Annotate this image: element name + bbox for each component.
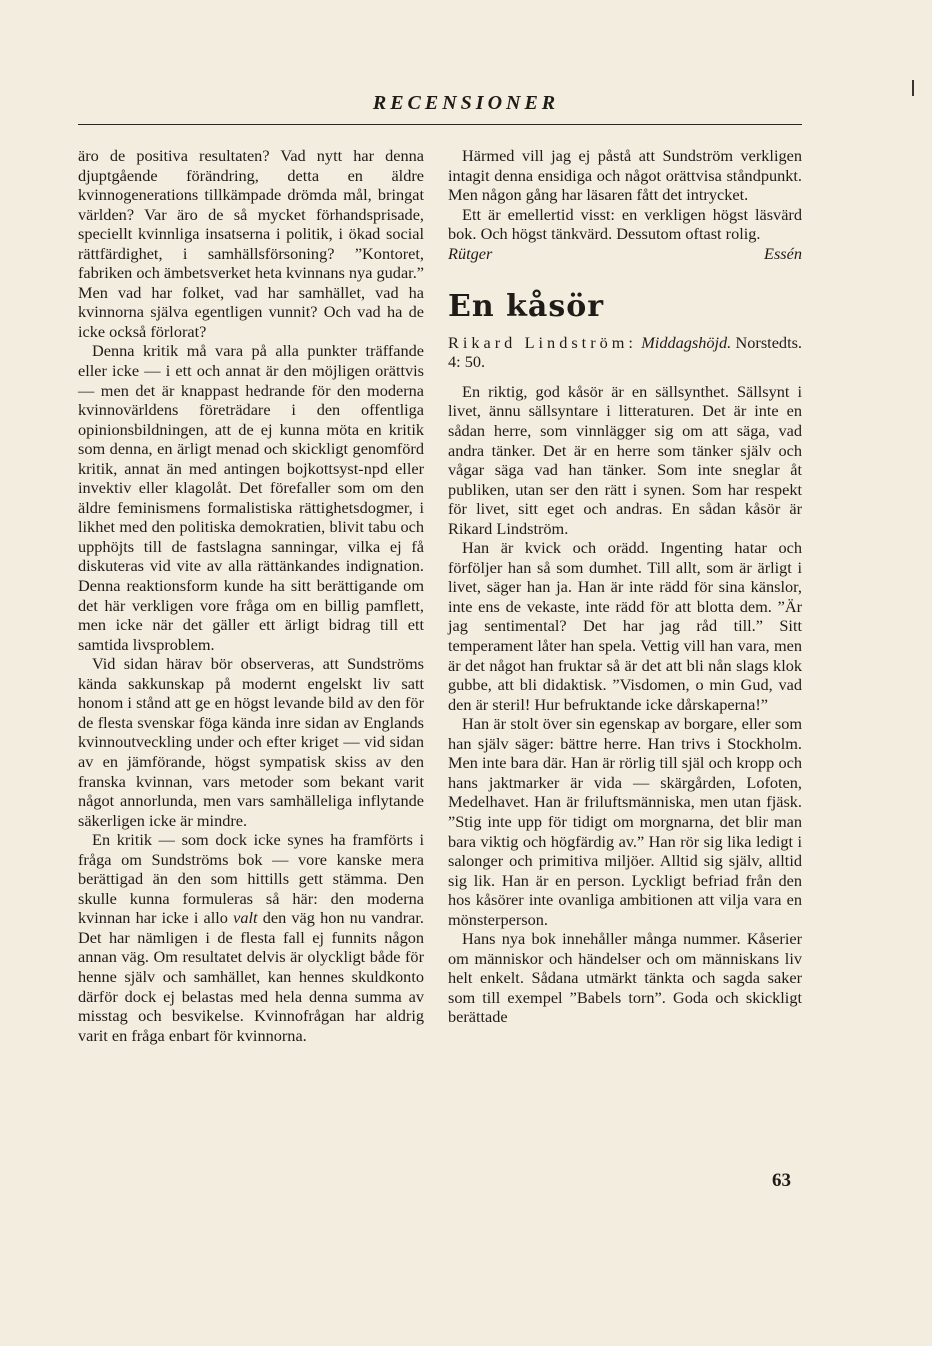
paragraph: äro de positiva resultaten? Vad nytt har denna djuptgående förändring, detta en äldre kvinnogenerations tillkämpade drömda mål, bringat världen? Var äro de så mycket förhandsprisade, speciellt kvinnliga insatserna i politik, i ökad social rättfärdighet, i samhällsförsoning? ”Kontoret, fabriken och ämbetsverket heta kvinnans nya gudar.” Men vad har folket, vad har samhället, vad ha kvinnorna själva egentligen vunnit? Och vad ha de icke också förlorat? bbox=[78, 146, 424, 341]
review-signature: Rütger Essén bbox=[448, 243, 802, 263]
paragraph: Han är kvick och orädd. Ingenting hatar och förföljer han så som dumhet. Till allt, som är ärligt i livet, säger han ja. Han är inte rädd för sina känslor, inte ens de vekaste, inte rädd för att blotta dem. ”Är jag sentimental? Det har jag råd till.” Sitt temperament låter han spela. Vettig vill han vara, men är det något han fruktar så är det att bli nån slags klok gubbe, att bli didaktisk. ”Visdomen, o min Gud, vad den är steril! Hur befruktande icke dårskaperna!” bbox=[448, 538, 802, 714]
paragraph: Hans nya bok innehåller många nummer. Kåserier om människor och händelser och om människans liv helt enkelt. Sådana utmärkt tänkta och sagda saker som till exempel ”Babels torn”. Goda och skickligt berättade bbox=[448, 929, 802, 1027]
emphasized-word: valt bbox=[233, 908, 258, 928]
page-number: 63 bbox=[772, 1170, 791, 1191]
paragraph: Ett är emellertid visst: en verkligen högst läsvärd bok. Och högst tänkvärd. Dessutom oftast rolig. bbox=[448, 204, 802, 244]
book-author: Rikard Lindström: bbox=[448, 332, 637, 352]
paragraph-text: En kritik — som dock icke synes ha framförts i fråga om Sundströms bok — vore kanske mera berättigad än den som hittills gett stämma. Den skulle kunna formuleras så här: den moderna kvinnan har icke i allo bbox=[78, 830, 424, 928]
paragraph: En riktig, god kåsör är en sällsynthet. Sällsynt i livet, ännu sällsyntare i litteraturen. Det är inte en sådan herre, som vinnlägger sig om att säga, vad andra tänker. Det är en herre som tänker själv och vågar säga vad han tänker. Som inte sneglar åt publiken, utan ser den rätt i synen. Som har respekt för livet, sitt eget och andras. En sådan kåsör är Rikard Lindström. bbox=[448, 381, 802, 538]
book-title: Middagshöjd. bbox=[641, 332, 732, 352]
section-heading: En kåsör bbox=[448, 289, 605, 325]
running-header: RECENSIONER bbox=[372, 92, 560, 114]
paragraph: Vid sidan härav bör observeras, att Sundströms kända sakkunskap på modernt engelskt liv satt honom i stånd att ge en högst levande bild av den för de flesta svenskar föga kända inre sidan av Englands kvinnoutveckling under och efter kriget — vid sidan av en jämförande, högst sympatisk skiss av den franska kvinnan, vars metoder som bekant varit något annorlunda, men vars samhälleliga inflytande säkerligen icke är mindre. bbox=[78, 654, 424, 830]
right-column bbox=[448, 146, 802, 1027]
paragraph: Härmed vill jag ej påstå att Sundström verkligen intagit denna ensidiga och något orättvisa ståndpunkt. Men någon gång har läsaren fått det intrycket. bbox=[448, 146, 802, 205]
paragraph-text: den bbox=[262, 908, 287, 928]
bibliographic-reference bbox=[448, 333, 802, 372]
paragraph: Denna kritik må vara på alla punkter träffande eller icke — i ett och annat är den möjligen orättvis — men det är knappast hedrande för den moderna kvinnovärldens företrädare i den offentliga opinionsbildningen, att de ej kunna möta en kritik som denna, en ärligt menad och skickligt genomförd kritik, annat än med antingen bojkottsyst-npd eller invektiv eller klagolåt. Det förefaller som om den äldre feminismens formalistiska rättighetsdogmer, i likhet med den politiska demokratien, blivit tabu och upphöjts till de fastslagna sanningar, vilka ej få diskuteras vid vite av alla rättänkandes indignation. Denna reaktionsform kunde ha sitt berättigande om det här verkligen vore fråga om en billig pamflett, men icke när det gäller ett ärligt bidrag till ett samtida livsproblem. bbox=[78, 341, 424, 654]
paragraph-text: väg hon nu vandrar. Det har nämligen i de flesta fall ej funnits någon annan väg. Om resultatet delvis är olyckligt både för henne själv och samhället, kan hennes skuldkonto därför dock ej belastas med hela denna summa av misstag och besvikelse. Kvinnofrågan har aldrig varit en fråga enbart för kvinnorna. bbox=[78, 908, 424, 1045]
book-publisher-price: Norstedts. 4: 50. bbox=[448, 332, 803, 372]
left-column bbox=[78, 146, 424, 1045]
signature-line bbox=[448, 244, 802, 264]
paragraph bbox=[78, 830, 424, 1045]
header-rule bbox=[78, 124, 802, 125]
paragraph: Han är stolt över sin egenskap av borgare, eller som han själv säger: bättre herre. Han trivs i Stockholm. Men inte bara där. Han är rörlig till själ och kropp och hans jaktmarker är vida — skärgården, Lofoten, Medelhavet. Han är friluftsmänniska, men utan fjäsk. ”Stig inte upp för tidigt om morgnarna, det blir man bara viktig och högfärdig av.” Han rör sig lika ledigt i salonger och primitiva miljöer. Alltid sig själv, alltid sig lik. Han är en person. Lyckligt befriad från den hos kåsörer inte ovanliga ambitionen att vilja vara en mönsterperson. bbox=[448, 714, 802, 929]
